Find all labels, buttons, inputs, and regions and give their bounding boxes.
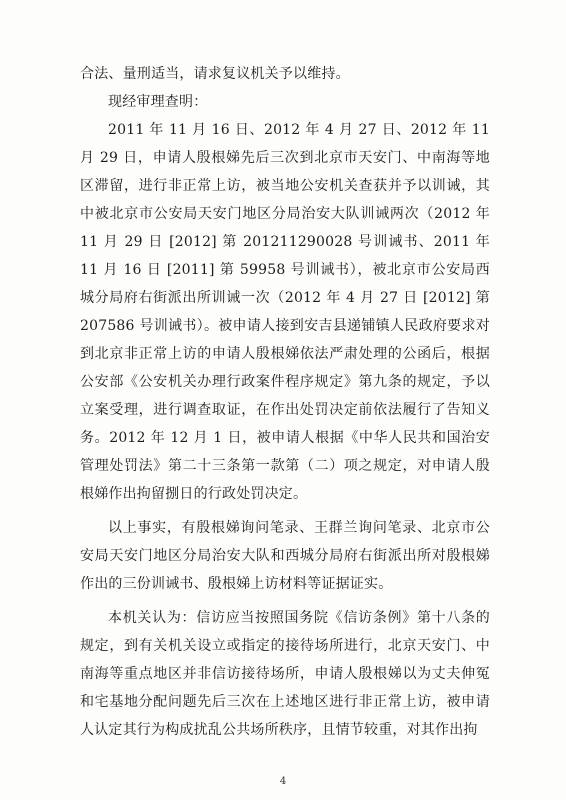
document-body [80, 60, 490, 744]
paragraph-facts: 2011 年 11 月 16 日、2012 年 4 月 27 日、2012 年 11 月 29 日，申请人殷根娣先后三次到北京市天安门、中南海等地区滞留，进行非正常上访，被当地公安机关查获并予以训诫，其中被北京市公安局天安门地区分局治安大队训诫两次（2012 年 11 月 29 日 [2012] 第 201211290028 号训诫书、2011 年 11 月 16 日 [2011] 第 59958 号训诫书），被北京市公安局西城分局府右街派出所训诫一次（2012 年 4 月 27 日 [2012] 第 207586 号训诫书）。被申请人接到安吉县递铺镇人民政府要求对到北京非正常上访的申请人殷根娣依法严肃处理的公函后，根据公安部《公安机关办理行政案件程序规定》第九条的规定，予以立案受理，进行调查取证，在作出处罚决定前依法履行了告知义务。2012 年 12 月 1 日，被申请人根据《中华人民共和国治安管理处罚法》第二十三条第一款第（二）项之规定，对申请人殷根娣作出拘留捌日的行政处罚决定。 [80, 122, 490, 502]
paragraph-findings-heading: 现经审理查明： [108, 94, 208, 110]
page-number: 4 [279, 776, 287, 787]
paragraph-evidence: 以上事实，有殷根娣询问笔录、王群兰询问笔录、北京市公安局天安门地区分局治安大队和西城分局府右街派出所对殷根娣作出的三份训诫书、殷根娣上访材料等证据证实。 [80, 520, 490, 592]
paragraph-opening: 合法、量刑适当，请求复议机关予以维持。 [80, 66, 350, 82]
paragraph-opinion: 本机关认为：信访应当按照国务院《信访条例》第十八条的规定，到有关机关设立或指定的接待场所进行，北京天安门、中南海等重点地区并非信访接待场所，申请人殷根娣以为丈夫伸冤和宅基地分配问题先后三次在上述地区进行非正常上访，被申请人认定其行为构成扰乱公共场所秩序，且情节较重，对其作出拘 [80, 610, 490, 738]
